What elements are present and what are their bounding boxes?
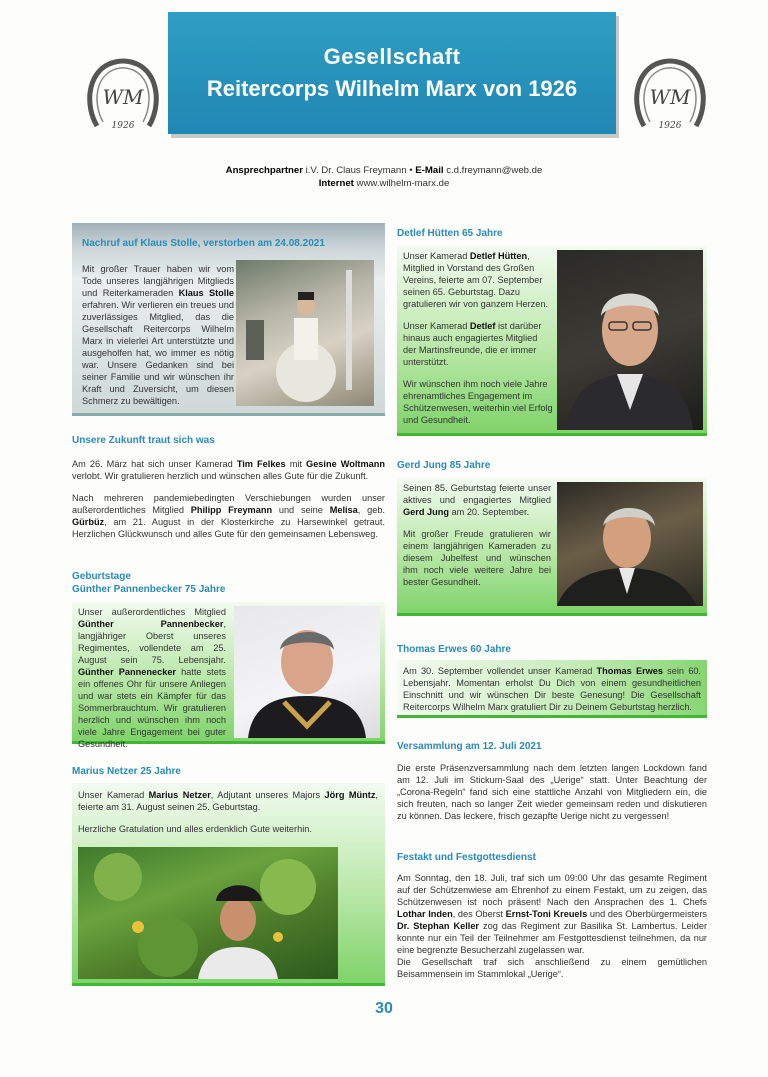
pannenbecker-portrait-photo — [234, 606, 380, 738]
nachruf-text: Mit großer Trauer haben wir vom Tode unseres langjährigen Mitglieds und Reiterkameraden Klaus Stolle erfahren. Wir verlieren ein treues und zuverlässiges Mitglied, das die Gesellschaft Reitercorps Wilhelm Marx in vielerlei Art unterstützte und ausgeholfen hat, wo immer es nötig war. Unsere Gedanken sind bei seiner Familie und wir wünschen ihr Kraft und Zuversicht, um diesen Schmerz zu bewältigen. — [82, 264, 234, 406]
festakt-heading: Festakt und Festgottesdienst — [397, 852, 536, 863]
rider-on-horse-photo — [236, 260, 374, 406]
marius-heading: Marius Netzer 25 Jahre — [72, 766, 181, 777]
thomas-heading: Thomas Erwes 60 Jahre — [397, 644, 511, 655]
zukunft-heading: Unsere Zukunft traut sich was — [72, 435, 215, 446]
detlef-text: Unser Kamerad Detlef Hütten, Mitglied in Vorstand des Großen Vereins, feierte am 07. September seinen 65. Geburtstag. Dazu gratulieren wir von ganzem Herzen. Unser Kamerad Detlef ist darüber hinaus auch engagiertes Mitglied der Martinsfreunde, die er immer unterstützt. Wir wünschen ihm noch viele Jahre ehrenamtliches Engagement im Schützenwesen, weiterhin viel Erfolg und Gesundheit. — [403, 251, 553, 425]
marius-text: Unser Kamerad Marius Netzer, Adjutant unseres Majors Jörg Müntz, feierte am 31. August seinen 25. Geburtstag. Herzliche Gratulation und alles erdenklich Gute weiterhin. — [78, 790, 378, 834]
society-logo-right — [630, 56, 710, 136]
pannenbecker-text: Unser außerordentliches Mitglied Günther Pannenbecker, langjähriger Oberst unseres Regimentes, vollendete am 25. August sein 75. Lebensjahr. Günther Pannenecker hatte stets ein offenes Ohr für unsere Anliegen und war stets ein Kämpfer für das Sommerbrauchtum. Wir gratulieren herzlich und wünschen ihm noch viele Jahre Engagement bei guter Gesundheit. — [78, 607, 226, 749]
internet-label: Internet — [318, 178, 354, 189]
detlef-portrait-photo — [557, 250, 703, 430]
svg-text:1926: 1926 — [658, 121, 682, 131]
svg-text:1926: 1926 — [111, 121, 135, 131]
horseshoe-logo-icon — [630, 56, 710, 136]
website-link[interactable]: www.wilhelm-marx.de — [356, 178, 450, 189]
svg-text:WM: WM — [102, 85, 144, 109]
nachruf-name: Klaus Stolle — [178, 288, 234, 298]
geburtstage-heading: Geburtstage Günther Pannenbecker 75 Jahre — [72, 571, 226, 595]
detlef-heading: Detlef Hütten 65 Jahre — [397, 228, 503, 239]
email-label: E-Mail — [415, 165, 444, 176]
pannenbecker-box — [72, 602, 385, 749]
contact-label: Ansprechpartner — [225, 165, 303, 176]
thomas-box — [397, 660, 707, 718]
svg-text:WM: WM — [649, 85, 691, 109]
title-line-2: Reitercorps Wilhelm Marx von 1926 — [206, 76, 578, 101]
festakt-text: Am Sonntag, den 18. Juli, traf sich um 09:00 Uhr das gesamte Regiment auf der Schützenwiese am Ehrenhof zu einem Festakt, um zu zeigen, das Schützenwesen ist noch präsent! Nach den Ansprachen des 1. Chefs Lothar Inden, des Oberst Ernst-Toni Kreuels und des Oberbürgermeisters Dr. Stephan Keller zog das Regiment zur Basilika St. Lambertus. Leider konnte nur ein Teil der Teilnehmer am Festgottesdienst teilnehmen, da nur eine begrenzte Besucherzahl zugelassen war. Die Gesellschaft traf sich anschließend zu einem gemütlichen Beisammensein im Stammlokal „Uerige“. — [397, 873, 707, 979]
horseshoe-logo-icon — [83, 56, 163, 136]
marius-portrait-photo — [78, 847, 338, 979]
page-number: 30 — [375, 1000, 393, 1017]
versammlung-heading: Versammlung am 12. Juli 2021 — [397, 741, 542, 752]
title-line-1: Gesellschaft — [323, 44, 461, 69]
contact-info: Ansprechpartner i.V. Dr. Claus Freymann • E-Mail c.d.freymann@web.de Internet www.wilhelm-marx.de — [225, 165, 543, 189]
society-logo-left — [83, 56, 163, 136]
zukunft-text: Am 26. März hat sich unser Kamerad Tim Felkes mit Gesine Woltmann verlobt. Wir gratulieren herzlich und wünschen alles Gute für die Zukunft. Nach mehreren pandemiebedingten Verschiebungen wurden unser außerordentliches Mitglied Philipp Freymann und seine Melisa, geb. Gürbüz, am 21. August in der Klosterkirche zu Harsewinkel getraut. Herzlichen Glückwunsch und alles Gute für den gemeinsamen Lebensweg. — [72, 459, 385, 539]
email-link[interactable]: c.d.freymann@web.de — [446, 165, 543, 176]
thomas-text: Am 30. September vollendet unser Kamerad Thomas Erwes sein 60. Lebensjahr. Momentan erholst Du Dich von einem gesundheitlichen Einschnitt und wir wünschen Dir beste Genesung! Die Gesellschaft Reitercorps Wilhelm Marx gratuliert Dir zu Deinem Geburtstag herzlich. — [403, 666, 701, 712]
marius-box — [72, 783, 385, 986]
nachruf-heading: Nachruf auf Klaus Stolle, verstorben am 24.08.2021 — [82, 238, 325, 249]
detlef-box — [397, 246, 707, 436]
gerd-box — [397, 478, 707, 616]
nachruf-box — [72, 223, 385, 416]
contact-person: i.V. Dr. Claus Freymann — [305, 165, 407, 176]
gerd-heading: Gerd Jung 85 Jahre — [397, 460, 491, 471]
title-banner — [168, 12, 616, 134]
gerd-portrait-photo — [557, 482, 703, 606]
versammlung-text: Die erste Präsenzversammlung nach dem letzten langen Lockdown fand am 12. Juli im Stickum-Saal des „Uerige“ statt. Unter Beachtung der „Corona-Regeln“ fand sich eine stattliche Anzahl von Mitgliedern ein, die sich freuten, nach so langer Zeit wieder gemeinsam reden und diskutieren zu können. Das leckere, frisch gezapfte Uerige nicht zu vergessen! — [397, 763, 707, 821]
gerd-text: Seinen 85. Geburtstag feierte unser aktives und engagiertes Mitglied Gerd Jung am 20. September. Mit großer Freude gratulieren wir einem langjährigen Kameraden zu diesem Jubelfest und wünschen ihm noch viele weitere Jahre bei bester Gesundheit. — [403, 483, 551, 587]
